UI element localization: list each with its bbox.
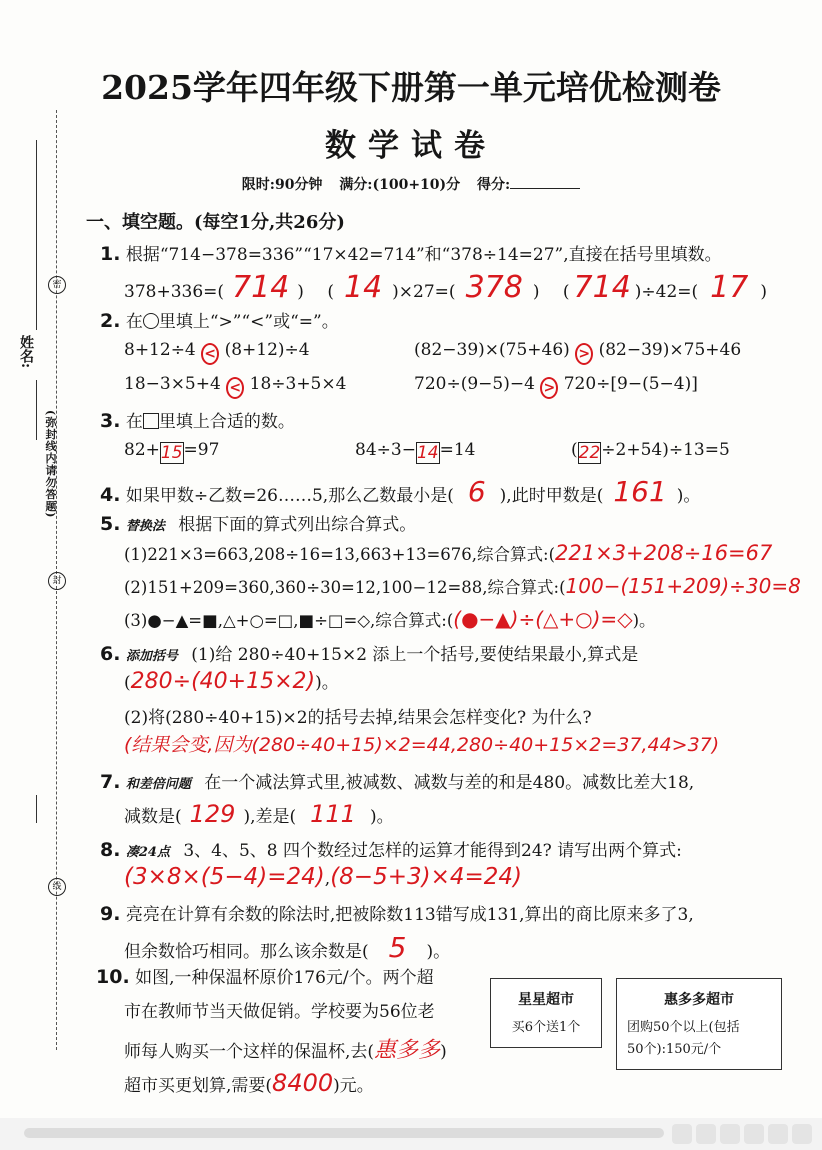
question-stem: ),此时甲数是(: [499, 486, 604, 506]
question-tag: 添加括号: [125, 649, 178, 664]
exam-meta: [0, 174, 822, 194]
q7-text: ),差是(: [243, 807, 297, 827]
question-number: 3.: [100, 410, 121, 432]
q6-text: (: [124, 673, 131, 693]
seal-char-feng: 封: [48, 572, 66, 590]
expression: (82−39)×(75+46): [414, 340, 570, 360]
question-5: [100, 510, 416, 535]
question-6: [100, 640, 638, 665]
binding-line: [36, 795, 37, 823]
question-stem: )。: [676, 486, 701, 506]
store-promo-line: 团购50个以上(包括: [627, 1020, 740, 1035]
handwritten-answer: (结果会变,因为(280÷40+15)×2=44,280÷40+15×2=37,44>37): [124, 734, 720, 756]
q7-text: 减数是(: [124, 807, 182, 827]
handwritten-answer: 161: [613, 475, 667, 508]
seal-notice: (弥封线内请勿答题): [44, 410, 57, 519]
q8-text: ,: [324, 869, 331, 889]
store-box-huiduoduo: [616, 978, 782, 1070]
page-icon[interactable]: [768, 1124, 788, 1144]
q1-text: (: [562, 282, 570, 302]
question-number: 8.: [100, 839, 121, 861]
expression: 18−3×5+4: [124, 374, 221, 394]
q5-line-3: [124, 607, 656, 631]
handwritten-answer: 100−(151+209)÷30=8: [565, 574, 801, 598]
question-2: [100, 307, 339, 332]
horizontal-scrollbar[interactable]: [0, 1118, 822, 1150]
q6-answer-2: [124, 730, 719, 757]
question-9: [100, 900, 694, 925]
expression: 8+12÷4: [124, 340, 196, 360]
question-8: [100, 836, 682, 861]
expression: (8+12)÷4: [224, 340, 310, 360]
seal-char-xian: 线: [48, 878, 66, 896]
time-limit: 限时:90分钟: [241, 177, 323, 193]
handwritten-answer: (3×8×(5−4)=24): [124, 864, 325, 890]
question-stem: 如图,一种保温杯原价176元/个。两个超: [135, 968, 434, 988]
handwritten-answer: 14: [343, 270, 383, 305]
q3-eq-2: [355, 440, 475, 464]
question-tag: 替换法: [125, 519, 165, 534]
box-answer: 14: [416, 443, 439, 463]
expression: =14: [439, 440, 476, 460]
binding-margin: [0, 0, 80, 1150]
expression: 720÷[9−(5−4)]: [563, 374, 698, 394]
page-icon[interactable]: [792, 1124, 812, 1144]
store-promo: 买6个送1个: [511, 1020, 581, 1035]
q10-line-2: 市在教师节当天做促销。学校要为56位老: [124, 1002, 435, 1022]
scrollbar-thumb[interactable]: [24, 1128, 664, 1138]
question-number: 9.: [100, 903, 121, 925]
store-box-xingxing: [490, 978, 602, 1048]
handwritten-answer: 17: [710, 270, 749, 305]
expression: ÷2+54)÷13=5: [601, 440, 730, 460]
q5-line-2: [124, 574, 801, 598]
q2-row-2-right: [414, 374, 698, 399]
handwritten-answer: 111: [310, 800, 356, 828]
question-tag: 凑24点: [125, 845, 170, 860]
store-promo-line: 50个):150元/个: [627, 1042, 722, 1057]
question-number: 6.: [100, 643, 121, 665]
question-tag: 和差倍问题: [125, 777, 191, 792]
question-4: [100, 475, 700, 508]
handwritten-answer: 280÷(40+15×2): [130, 669, 316, 694]
q1-text: )÷42=(: [634, 282, 699, 302]
handwritten-answer: 5: [388, 931, 407, 964]
q6-answer-1: [124, 668, 339, 694]
question-number: 5.: [100, 513, 121, 535]
expression: =97: [183, 440, 220, 460]
handwritten-answer: 8400: [272, 1069, 334, 1097]
q5-text: (3)●−▲=■,△+○=□,■÷□=◇,综合算式:(: [124, 611, 454, 630]
page-icon[interactable]: [744, 1124, 764, 1144]
section-heading: 一、填空题。(每空1分,共26分): [86, 212, 345, 233]
box-answer: 22: [578, 443, 601, 463]
q8-answers: [124, 864, 522, 890]
expression: (82−39)×75+46: [598, 340, 742, 360]
handwritten-answer: 6: [467, 475, 486, 508]
question-stem: 根据下面的算式列出综合算式。: [178, 515, 417, 535]
question-stem: 里填上合适的数。: [158, 412, 295, 432]
binding-line: [36, 380, 37, 440]
q3-eq-3: [571, 440, 730, 464]
question-stem: 亮亮在计算有余数的除法时,把被除数113错写成131,算出的商比原来多了3,: [125, 905, 694, 925]
q7-text: )。: [369, 807, 394, 827]
store-name: 星星超市: [518, 992, 574, 1008]
q10-text: ): [440, 1042, 447, 1062]
question-7: [100, 768, 694, 793]
scroll-right-icon[interactable]: [696, 1124, 716, 1144]
store-promo: [617, 1017, 781, 1061]
handwritten-answer: 714: [232, 270, 290, 305]
question-number: 10.: [96, 966, 130, 988]
seal-char-mi: 密: [48, 276, 66, 294]
comparison-answer: <: [201, 343, 219, 365]
box-answer: 15: [160, 443, 183, 463]
comparison-answer: <: [226, 377, 244, 399]
store-name: 惠多多超市: [664, 992, 734, 1008]
q9-text: )。: [426, 942, 451, 962]
name-label: 姓名:: [18, 335, 34, 369]
handwritten-answer: 378: [465, 270, 523, 305]
handwritten-answer: 129: [189, 800, 236, 828]
q2-row-2-left: [124, 374, 346, 399]
question-stem: 在: [125, 412, 143, 432]
q1-text: ): [760, 282, 767, 302]
handwritten-answer: (●−▲)÷(△+○)=◇: [453, 607, 633, 631]
q10-text: 超市买更划算,需要(: [124, 1076, 273, 1096]
q10-line-4: [124, 1069, 374, 1097]
scroll-left-icon[interactable]: [672, 1124, 692, 1144]
square-symbol-icon: [143, 413, 159, 429]
question-number: 7.: [100, 771, 121, 793]
q5-text: (1)221×3=663,208÷16=13,663+13=676,综合算式:(: [124, 545, 556, 564]
q10-line-3: [124, 1033, 447, 1064]
question-1-answers: [124, 270, 767, 305]
expression: 18÷3+5×4: [249, 374, 347, 394]
question-stem: 里填上“>”“<”或“=”。: [158, 312, 339, 332]
page-icon[interactable]: [720, 1124, 740, 1144]
full-score: 满分:(100+10)分: [339, 177, 461, 193]
q9-line-2: [124, 931, 450, 964]
question-number: 4.: [100, 484, 121, 506]
page-title: 2025学年四年级下册第一单元培优检测卷: [101, 68, 721, 107]
q5-text: )。: [632, 611, 656, 630]
q1-text: ): [297, 282, 304, 302]
question-stem: 如果甲数÷乙数=26……5,那么乙数最小是(: [125, 486, 454, 506]
circle-symbol-icon: [143, 313, 159, 329]
question-10: [96, 963, 434, 988]
q10-text: 师每人购买一个这样的保温杯,去(: [124, 1042, 375, 1062]
question-stem: 根据“714−378=336”“17×42=714”和“378÷14=27”,直接在括号里填数。: [125, 245, 722, 265]
question-number: 1.: [100, 243, 121, 265]
q6-text: )。: [315, 673, 339, 693]
handwritten-answer: 惠多多: [374, 1038, 441, 1063]
q1-text: (: [327, 282, 334, 302]
expression: (: [571, 440, 578, 460]
q5-line-1: [124, 541, 772, 565]
question-stem: (1)给 280÷40+15×2 添上一个括号,要使结果最小,算式是: [191, 645, 639, 665]
q2-row-1-right: [414, 340, 741, 365]
comparison-answer: >: [540, 377, 558, 399]
score-field: [477, 177, 580, 193]
score-blank: [510, 176, 580, 189]
question-stem: 3、4、5、8 四个数经过怎样的运算才能得到24? 请写出两个算式:: [183, 841, 682, 861]
page-subtitle: 数学试卷: [325, 128, 497, 164]
q1-text: 378+336=(: [124, 282, 225, 302]
q6-part-2: (2)将(280÷40+15)×2的括号去掉,结果会怎样变化? 为什么?: [124, 708, 592, 728]
binding-line: [36, 140, 37, 330]
handwritten-answer: (8−5+3)×4=24): [330, 864, 522, 890]
question-1: [100, 240, 722, 265]
q5-text: (2)151+209=360,360÷30=12,100−12=88,综合算式:(: [124, 578, 566, 597]
q1-text: ): [532, 282, 540, 302]
q7-line-2: [124, 800, 394, 828]
question-stem: 在一个减法算式里,被减数、减数与差的和是480。减数比差大18,: [204, 773, 695, 793]
q10-text: )元。: [333, 1076, 374, 1096]
q3-eq-1: [124, 440, 219, 464]
expression: 84÷3−: [355, 440, 416, 460]
question-number: 2.: [100, 310, 121, 332]
handwritten-answer: 221×3+208÷16=67: [555, 541, 773, 565]
comparison-answer: >: [575, 343, 593, 365]
question-stem: 在: [125, 312, 143, 332]
q9-text: 但余数恰巧相同。那么该余数是(: [124, 942, 369, 962]
q2-row-1-left: [124, 340, 310, 365]
question-3: [100, 407, 295, 432]
expression: 82+: [124, 440, 160, 460]
q1-text: )×27=(: [392, 282, 456, 302]
handwritten-answer: 714: [573, 270, 631, 305]
score-label: 得分:: [477, 177, 511, 193]
expression: 720÷(9−5)−4: [414, 374, 535, 394]
